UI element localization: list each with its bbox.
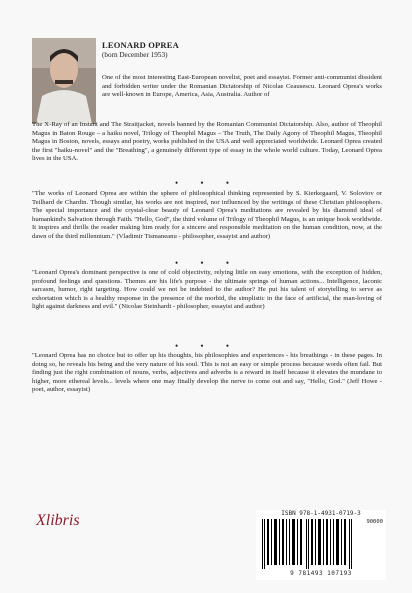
publisher-logo: Xlibris	[36, 512, 80, 529]
author-born: (born December 1953)	[102, 51, 168, 59]
separator-3: • • •	[175, 341, 239, 351]
quote-2: "Leonard Oprea's dominant perspective is one of cold objectivity, relying little on easy emotions, with the exception of hidden, profound feelings and questions. Themes are his life's purpose - the ultimate springs of human actions... Intelligence, laconic sarcasm, humor, right targeting. How could we not be indebted to the author? He put his talent of storytelling to serve as exhortation which is a healthy response in the presence of the morbid, the simplistic in the face of artificial, the man-loving of light against darkness and evil." (Nicolae Steinhardt - philosopher, essayist and author)	[32, 269, 382, 311]
quote-1: "The works of Leonard Oprea are within the sphere of philosophical thinking represented by S. Kierkegaard, V. Soloviov or Teilhard de Chardin. Though similar, his works are not inspired, nor influenced by the writings of these Christian philosophers. The special importance and the crystal-clear beauty of Leonard Oprea's meditations are revealed by his diamond ideal of humankind's Salvation through Faith. "Hello, God", the third volume of Trilogy of Theophil Magus, is an unique book worldwide. It inspires and thrills the reader making him ready for a sincere and responsible meditation on the human condition, now, at the dawn of the third millennium." (Vladimir Tismaneanu - philosopher, essayist and author)	[32, 190, 382, 240]
separator-2: • • •	[175, 258, 239, 268]
author-photo	[32, 38, 96, 124]
barcode	[256, 510, 386, 580]
barcode-digits: 9 781493 107193	[290, 570, 352, 577]
author-name: LEONARD OPREA	[102, 40, 179, 50]
quote-3: "Leonard Oprea has no choice but to offer up his thoughts, his philosophies and experiences - his breathings - in these pages. In doing so, he reveals his being and the very nature of his soul. This is not an easy or simple process because words often fail. But finding just the right combination of nouns, verbs, adjectives and adverbs is a reward in itself because it elevates the mundane to higher, more ethereal levels... levels where one may finally develop the nerve to come out and say, "Hello, God." (Jeff Howe - poet, author, essayist)	[32, 352, 382, 394]
isbn-text: ISBN 978-1-4931-0719-3	[281, 510, 361, 517]
barcode-bars	[262, 519, 354, 569]
bio-paragraph-2: The X-Ray of an Instant and The Straitjacket, novels banned by the Romanian Communist Dictatorship. Also, author of Theophil Magus in Baton Rouge – a haiku novel, Trilogy of Theophil Magus – The Truth, The Daily Agony of Theophil Magus, Theophil Magus in Boston, novels, essays and poetry, works published in the USA and well appreciated worldwide. Leonard Oprea created the first "haiku-novel" and the "Breathing", a genuinely different type of essay in the whole world culture. Today, Leonard Oprea lives in the USA.	[32, 121, 382, 163]
bio-paragraph-1: One of the most interesting East-European novelist, poet and essayist. Former anti-communist dissident and forbidden writer under the Romanian Dictatorship of Nicolae Ceausescu. Leonard Oprea's works are well-known in Europe, America, Asia, Australia. Author of	[102, 74, 382, 99]
price-code: 90000	[366, 519, 383, 525]
separator-1: • • •	[175, 178, 239, 188]
